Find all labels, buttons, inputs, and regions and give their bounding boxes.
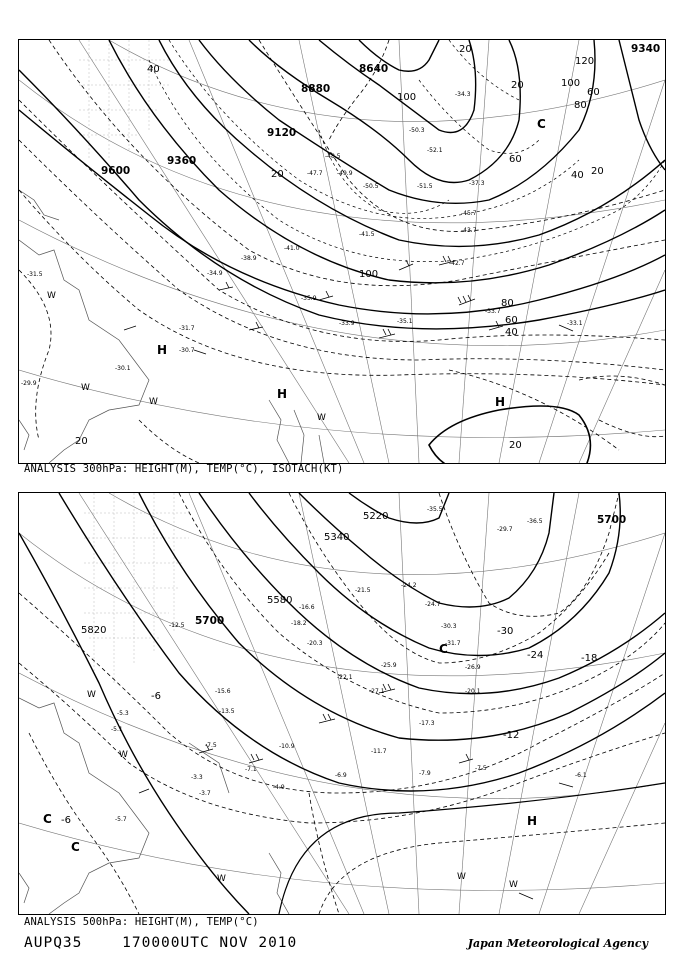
height-label: 5220 <box>363 511 389 522</box>
temp-label: -35.5 <box>427 506 443 513</box>
temp-label: -37.3 <box>469 180 485 187</box>
temp-label: -36.5 <box>527 518 543 525</box>
temp-label: -7.9 <box>419 770 431 777</box>
temp-label: -38.9 <box>241 255 257 262</box>
temp-label: -5.7 <box>115 816 127 823</box>
high-pressure-marker: H <box>495 395 506 409</box>
temp-label: -51.5 <box>417 183 433 190</box>
temp-label: -22.1 <box>337 674 353 681</box>
temp-label: -49.9 <box>337 170 353 177</box>
isotach-label: 20 <box>591 166 604 177</box>
temp-label: -25.9 <box>381 662 397 669</box>
panel-500-caption: ANALYSIS 500hPa: HEIGHT(M), TEMP(°C) <box>24 916 259 928</box>
chart-500hpa <box>18 492 666 915</box>
isotach-label: 60 <box>587 87 600 98</box>
temp-label: -21.5 <box>355 587 371 594</box>
valid-time: 170000UTC NOV 2010 <box>122 935 298 951</box>
height-label: 5340 <box>324 532 350 543</box>
hatch-region <box>79 40 169 160</box>
isotherm-south <box>319 823 665 914</box>
temperature-labels <box>111 506 587 823</box>
isotach-label: 20 <box>509 440 522 451</box>
height-labels <box>81 511 626 636</box>
isotach-labels <box>75 44 604 451</box>
temp-label: -47.7 <box>307 170 323 177</box>
temp-label: -30.3 <box>441 623 457 630</box>
warm-marker: W <box>217 874 226 884</box>
coastline <box>19 698 289 914</box>
warm-marker: W <box>87 690 96 700</box>
temp-label: -3.7 <box>199 790 211 797</box>
temp-label: -42.7 <box>449 260 465 267</box>
map-500hpa <box>19 493 665 914</box>
temp-label: -10.9 <box>279 743 295 750</box>
temp-label: -29.7 <box>497 526 513 533</box>
isotach-label: 80 <box>501 298 514 309</box>
height-label: 9120 <box>267 127 297 139</box>
chart-300hpa <box>18 39 666 464</box>
high-pressure-marker: H <box>157 343 168 357</box>
graticule <box>19 493 665 914</box>
isotach-label: 40 <box>505 327 518 338</box>
height-label: 8640 <box>359 63 389 75</box>
temp-label: -27.1 <box>369 688 385 695</box>
temp-label: -34.3 <box>455 91 471 98</box>
temp-label: -48.5 <box>325 153 341 160</box>
height-label: 9340 <box>631 43 661 55</box>
isotherm-label: -24 <box>527 650 544 661</box>
temp-label: -35.1 <box>397 318 413 325</box>
temp-label: -31.5 <box>27 271 43 278</box>
coastline <box>19 190 324 463</box>
high-pressure-marker: H <box>527 814 538 828</box>
temp-label: -33.7 <box>485 308 501 315</box>
isotach-label: 100 <box>359 269 379 280</box>
temp-label: -26.9 <box>465 664 481 671</box>
temp-label: -18.2 <box>291 620 307 627</box>
agency-credit: Japan Meteorological Agency <box>467 937 648 950</box>
temp-label: -15.6 <box>215 688 231 695</box>
temp-label: -5.1 <box>111 726 123 733</box>
temp-label: -52.1 <box>427 147 443 154</box>
height-label: 9360 <box>167 155 197 167</box>
isotach-label: 40 <box>147 64 160 75</box>
temp-label: -30.1 <box>115 365 131 372</box>
temp-label: -20.1 <box>465 688 481 695</box>
product-code: AUPQ35 <box>24 935 83 951</box>
temp-label: -7.5 <box>205 742 217 749</box>
high-pressure-marker: H <box>277 387 288 401</box>
warm-marker: W <box>119 750 128 760</box>
temp-label: -7.5 <box>475 765 487 772</box>
temp-label: -50.3 <box>409 127 425 134</box>
isotherm-label: -30 <box>497 626 514 637</box>
isotach-label: 60 <box>509 154 522 165</box>
warm-marker: W <box>509 880 518 890</box>
temp-label: -24.2 <box>401 582 417 589</box>
temp-label: -17.3 <box>419 720 435 727</box>
height-label: 5700 <box>597 514 627 526</box>
isotach-label: 60 <box>505 315 518 326</box>
height-label: 5580 <box>267 595 293 606</box>
temp-label: -11.7 <box>371 748 387 755</box>
height-label: 9600 <box>101 165 131 177</box>
temp-label: -12.5 <box>169 622 185 629</box>
graticule <box>19 40 665 463</box>
temp-label: -41.0 <box>284 245 300 252</box>
isotach-label: 40 <box>571 170 584 181</box>
cold-center-marker: C <box>43 812 52 826</box>
temp-label: -29.9 <box>21 380 37 387</box>
height-label: 8880 <box>301 83 331 95</box>
isotach-label: 20 <box>511 80 524 91</box>
product-line <box>24 935 327 951</box>
temp-label: -34.9 <box>207 270 223 277</box>
height-contours <box>19 493 665 914</box>
wind-markers <box>47 291 326 423</box>
temp-label: -45.7 <box>461 210 477 217</box>
isotherm-label: -18 <box>581 653 598 664</box>
temp-label: -33.1 <box>567 320 583 327</box>
warm-marker: W <box>47 291 56 301</box>
temp-label: -16.6 <box>299 604 315 611</box>
temp-label: -5.3 <box>117 710 129 717</box>
temp-label: -6.1 <box>575 772 587 779</box>
temp-label: -31.7 <box>179 325 195 332</box>
warm-marker: W <box>317 413 326 423</box>
warm-marker: W <box>81 383 90 393</box>
map-300hpa <box>19 40 665 463</box>
isotachs <box>149 40 665 262</box>
temp-label: -41.5 <box>359 231 375 238</box>
wind-markers <box>87 690 518 890</box>
cold-center-marker: C <box>537 117 546 131</box>
isotach-label: 100 <box>561 78 581 89</box>
isotach-label: 20 <box>459 44 472 55</box>
temp-label: -6.9 <box>335 772 347 779</box>
isotach-label: 100 <box>397 92 417 103</box>
temp-label: -30.7 <box>179 347 195 354</box>
temp-label: -43.7 <box>461 227 477 234</box>
isotach-label: 20 <box>271 169 284 180</box>
isotach-label: 120 <box>575 56 595 67</box>
panel-300-caption: ANALYSIS 300hPa: HEIGHT(M), TEMP(°C), ISOTACH(KT) <box>24 463 344 475</box>
cold-center-marker: C <box>439 642 448 656</box>
warm-marker: W <box>457 872 466 882</box>
isotherms <box>19 493 665 914</box>
temp-label: -35.9 <box>301 295 317 302</box>
temp-label: -3.3 <box>191 774 203 781</box>
isotach-label: 80 <box>574 100 587 111</box>
temp-label: -7.1 <box>245 766 257 773</box>
cold-center-marker: C <box>71 840 80 854</box>
high-pressure-contour <box>429 406 590 463</box>
temp-label: -13.5 <box>219 708 235 715</box>
temp-label: -50.5 <box>363 183 379 190</box>
isotherm-label: -12 <box>503 730 520 741</box>
temp-label: -24.7 <box>425 601 441 608</box>
isotherms <box>19 40 665 463</box>
height-label: 5700 <box>195 615 225 627</box>
temp-label: -4.9 <box>273 784 285 791</box>
temp-label: -33.9 <box>339 320 355 327</box>
height-label: 5820 <box>81 625 107 636</box>
warm-marker: W <box>149 397 158 407</box>
isotherm-label: -6 <box>151 691 161 702</box>
isotherm-label: -6 <box>61 815 71 826</box>
isotherm-labels <box>61 626 597 826</box>
isotach-label: 20 <box>75 436 88 447</box>
temp-label: -31.7 <box>445 640 461 647</box>
temp-label: -20.3 <box>307 640 323 647</box>
